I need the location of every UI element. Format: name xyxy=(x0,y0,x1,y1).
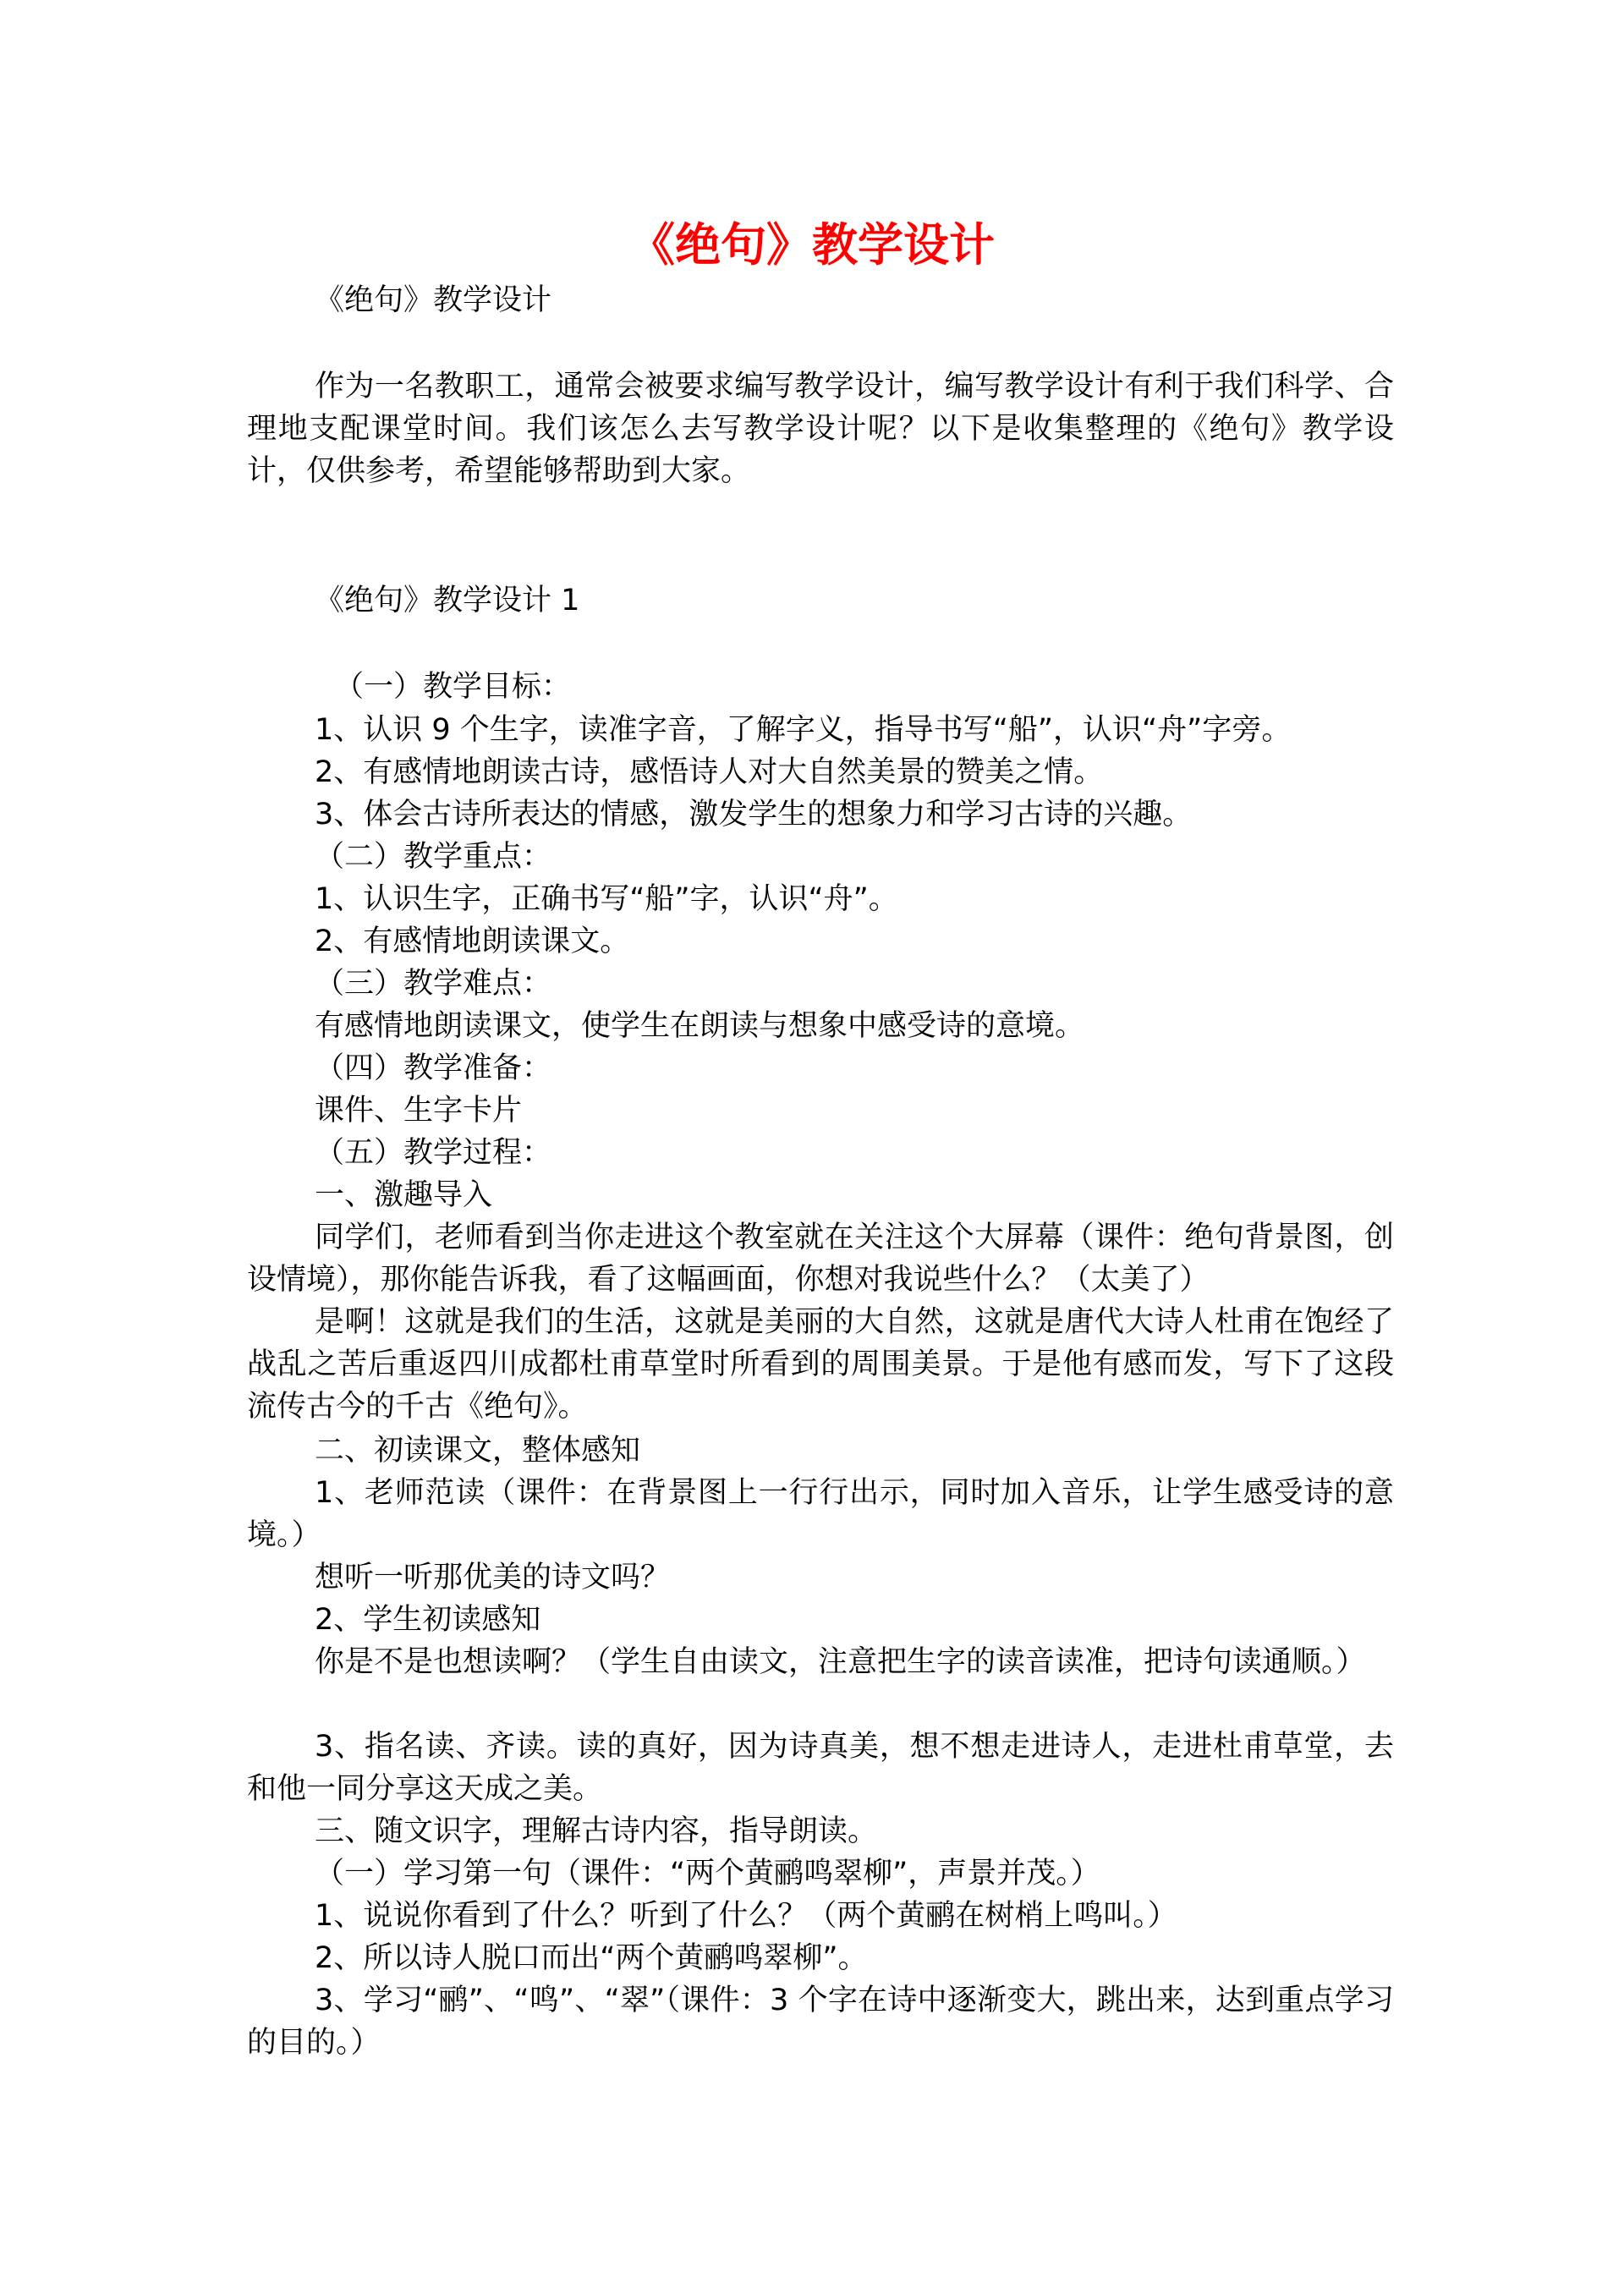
difficulty-heading: （三）教学难点： xyxy=(315,967,552,1001)
difficulty-text: 有感情地朗读课文，使学生在朗读与想象中感受诗的意境。 xyxy=(315,1009,1085,1043)
step3-heading: 三、随文识字，理解古诗内容，指导朗读。 xyxy=(315,1814,878,1848)
step3-subheading: （一）学习第一句（课件：“两个黄鹂鸣翠柳”，声景并茂。） xyxy=(315,1857,1100,1891)
goal-item-2: 2、有感情地朗读古诗，感悟诗人对大自然美景的赞美之情。 xyxy=(315,755,1104,789)
step2-heading: 二、初读课文，整体感知 xyxy=(315,1434,641,1468)
key-item-2: 2、有感情地朗读课文。 xyxy=(315,925,630,958)
document-subtitle: 《绝句》教学设计 xyxy=(315,283,552,317)
step1-paragraph-2: 是啊！这就是我们的生活，这就是美丽的大自然，这就是唐代大诗人杜甫在饱经了战乱之苦后重返四川成都杜甫草堂时所看到的周围美景。于是他有感而发，写下了这段流传古今的千古《绝句》。 xyxy=(247,1305,1394,1424)
goal-item-1: 1、认识 9 个生字，读准字音，了解字义，指导书写“船”，认识“舟”字旁。 xyxy=(315,713,1292,747)
step2-paragraph-4: 你是不是也想读啊？（学生自由读文，注意把生字的读音读准，把诗句读通顺。） xyxy=(315,1645,1366,1679)
step3-item-3: 3、学习“鹂”、“鸣”、“翠”（课件：3 个字在诗中逐渐变大，跳出来，达到重点学习的目的。） xyxy=(247,1984,1394,2060)
step1-paragraph-1: 同学们，老师看到当你走进这个教室就在关注这个大屏幕（课件：绝句背景图，创设情境），那你能告诉我，看了这幅画面，你想对我说些什么？（太美了） xyxy=(247,1221,1394,1297)
goal-heading: （一）教学目标： xyxy=(334,670,572,704)
process-heading: （五）教学过程： xyxy=(315,1136,552,1170)
goal-item-3: 3、体会古诗所表达的情感，激发学生的想象力和学习古诗的兴趣。 xyxy=(315,798,1193,831)
section-heading: 《绝句》教学设计 1 xyxy=(315,584,580,617)
step2-paragraph-5: 3、指名读、齐读。读的真好，因为诗真美，想不想走进诗人，走进杜甫草堂，去和他一同分享这天成之美。 xyxy=(247,1730,1394,1806)
prep-heading: （四）教学准备： xyxy=(315,1051,552,1085)
key-heading: （二）教学重点： xyxy=(315,840,552,874)
step2-paragraph-3: 2、学生初读感知 xyxy=(315,1603,541,1637)
step3-item-2: 2、所以诗人脱口而出“两个黄鹂鸣翠柳”。 xyxy=(315,1941,868,1975)
step2-paragraph-2: 想听一听那优美的诗文吗？ xyxy=(315,1561,671,1594)
step3-item-1: 1、说说你看到了什么？听到了什么？（两个黄鹂在树梢上鸣叫。） xyxy=(315,1899,1177,1933)
step2-paragraph-1: 1、老师范读（课件：在背景图上一行行出示，同时加入音乐，让学生感受诗的意境。） xyxy=(247,1476,1394,1552)
intro-paragraph: 作为一名教职工，通常会被要求编写教学设计，编写教学设计有利于我们科学、合理地支配课堂时间。我们该怎么去写教学设计呢？以下是收集整理的《绝句》教学设计，仅供参考，希望能够帮助到大家。 xyxy=(247,370,1394,488)
key-item-1: 1、认识生字，正确书写“船”字，认识“舟”。 xyxy=(315,882,898,916)
page-title: 《绝句》教学设计 xyxy=(629,218,995,272)
step1-heading: 一、激趣导入 xyxy=(315,1178,493,1212)
prep-text: 课件、生字卡片 xyxy=(315,1094,523,1128)
